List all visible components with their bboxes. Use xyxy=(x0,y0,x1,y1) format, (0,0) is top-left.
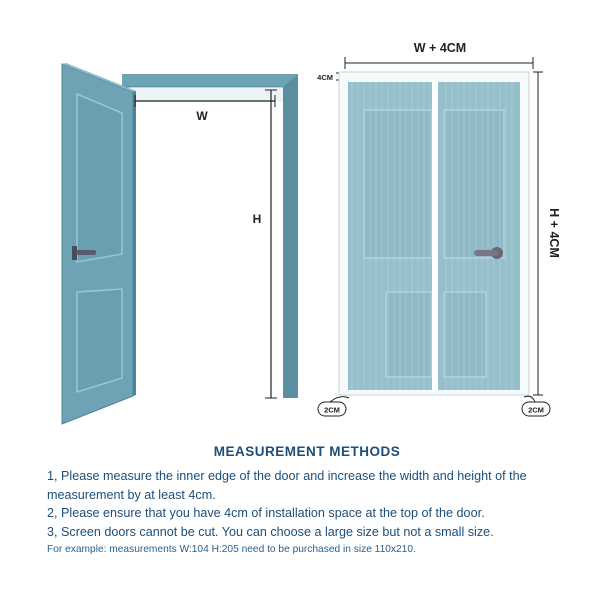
right-screen-diagram xyxy=(317,41,561,416)
left-door-diagram xyxy=(62,63,298,424)
height-label: H xyxy=(252,212,262,226)
screen-width-label: W + 4CM xyxy=(413,41,467,55)
center-seam xyxy=(432,82,438,390)
instruction-step-2: 2, Please ensure that you have 4cm of installation space at the top of the door. xyxy=(47,506,485,520)
width-label: W xyxy=(196,109,208,123)
measurement-instructions xyxy=(47,444,567,555)
instruction-step-3: 3, Screen doors cannot be cut. You can choose a large size but not a small size. xyxy=(47,524,494,539)
instruction-example: For example: measurements W:104 H:205 need to be purchased in size 110x210. xyxy=(47,544,416,555)
bottom-left-gap-label: 2CM xyxy=(324,405,340,415)
screen-height-dimension xyxy=(533,72,561,395)
height-dimension xyxy=(253,90,277,398)
bottom-right-gap-label: 2CM xyxy=(528,405,544,415)
instruction-step-1: 1, Please measure the inner edge of the door and increase the width and height of the measurement by at least 4cm. xyxy=(47,469,527,502)
bottom-right-gap-marker xyxy=(522,396,550,416)
open-door xyxy=(62,63,136,424)
screen-width-dimension xyxy=(345,41,533,69)
screen-height-label: H + 4CM xyxy=(547,208,561,258)
top-gap-label: 4CM xyxy=(317,73,333,82)
bottom-left-gap-marker xyxy=(318,397,349,416)
instructions-heading: MEASUREMENT METHODS xyxy=(213,444,401,459)
screened-door xyxy=(348,82,520,390)
